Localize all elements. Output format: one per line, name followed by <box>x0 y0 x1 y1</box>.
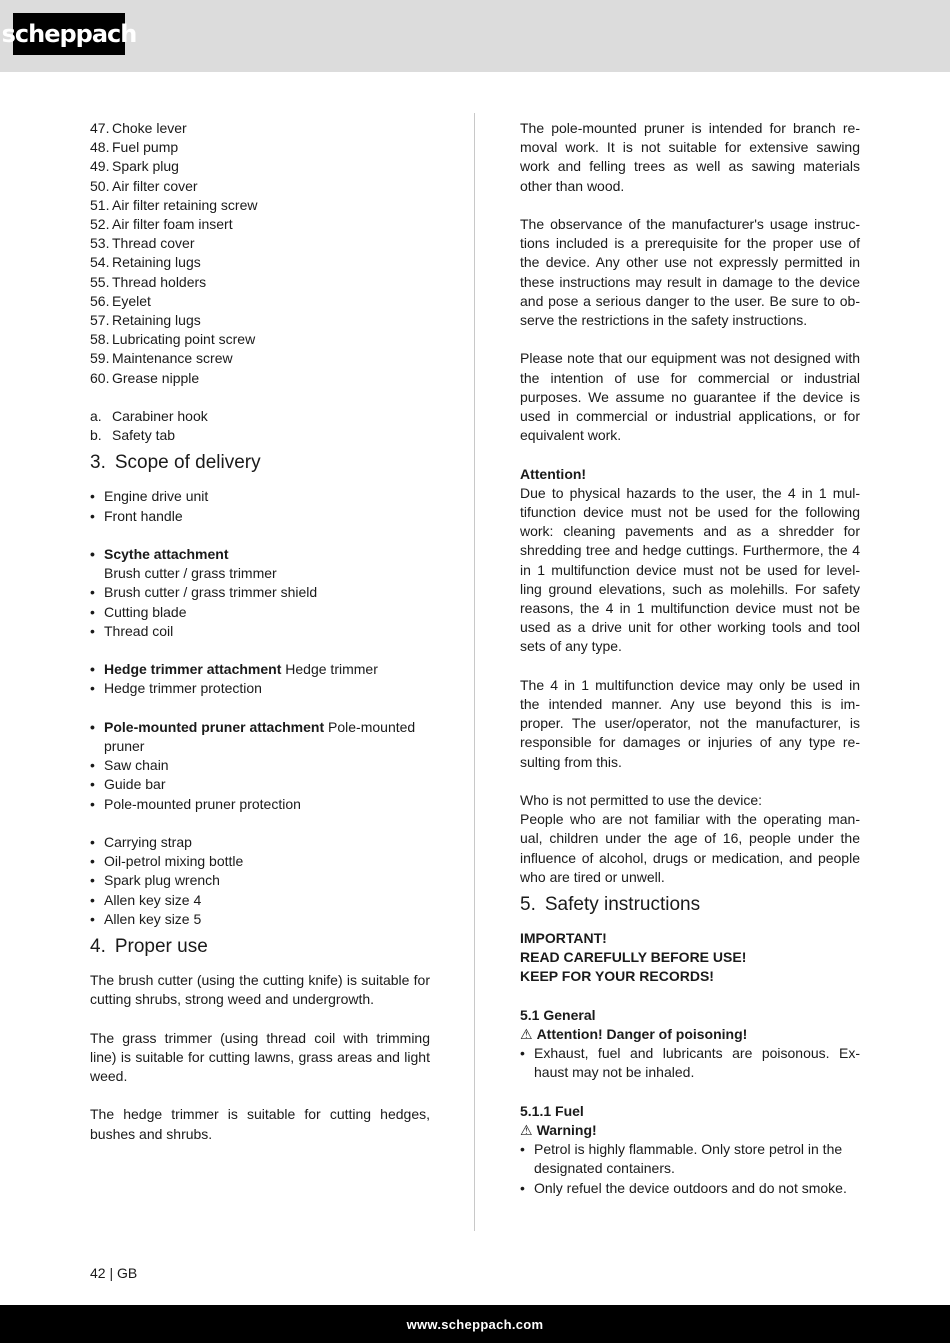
list-item <box>90 119 430 138</box>
scythe-list <box>90 545 430 641</box>
scheppach-logo: scheppach <box>13 13 125 55</box>
scope-list <box>90 487 430 525</box>
fuel-list <box>520 1140 860 1198</box>
item-label: Retaining lugs <box>112 312 201 329</box>
list-item <box>90 196 430 215</box>
list-item: • Pole-mounted pruner protection <box>90 795 430 814</box>
accessories-list <box>90 833 430 929</box>
list-item <box>90 369 430 388</box>
item-number: 49. <box>90 158 110 175</box>
important-line: KEEP FOR YOUR RECORDS! <box>520 968 714 985</box>
fuel-warning: ⚠ Warning! <box>520 1121 860 1140</box>
list-item <box>90 407 430 426</box>
list-item: • Allen key size 4 <box>90 891 430 910</box>
heading-text: Safety instructions <box>544 894 701 916</box>
list-item: • Scythe attachment Brush cutter / grass trimmer <box>90 546 277 582</box>
paragraph: The hedge trimmer is suitable for cutting hedges, bushes and shrubs. <box>90 1106 430 1142</box>
item-number: 60. <box>90 369 110 386</box>
list-item <box>90 177 430 196</box>
item-label: Air filter retaining screw <box>112 196 258 213</box>
general-subheading: 5.1 General <box>520 1006 596 1023</box>
bullet-icon: • <box>520 1045 525 1062</box>
bullet-icon: • <box>90 757 95 774</box>
important-line: READ CAREFULLY BEFORE USE! <box>520 949 747 966</box>
website-link[interactable]: www.scheppach.com <box>406 1316 544 1332</box>
item-number: b. <box>90 427 102 444</box>
list-item <box>90 215 430 234</box>
list-item: • Petrol is highly flammable. Only store petrol in the designated containers. <box>520 1141 843 1177</box>
list-item: • Hedge trimmer attachment Hedge trimmer <box>90 660 430 679</box>
header-bar <box>0 0 950 72</box>
bullet-icon: • <box>90 853 95 870</box>
paragraph: The observance of the manufacturer's usage instruc-tions included is a prerequisite for the proper use of the device. Any other use not expressly permitted in these instructions may result in damage to the device and pose a serious danger to the user. Be sure to ob-serve the restrictions in the safety instructions. <box>520 216 860 329</box>
safety-instructions-heading <box>520 887 860 929</box>
bullet-icon: • <box>90 872 95 889</box>
bullet-icon: • <box>90 834 95 851</box>
item-number: 55. <box>90 273 110 290</box>
paragraph-lead: Who is not permitted to use the device: <box>520 792 763 809</box>
item-label: Spark plug <box>112 158 179 175</box>
hedge-list <box>90 660 430 698</box>
bullet-icon: • <box>90 718 95 735</box>
list-item: • Allen key size 5 <box>90 910 430 929</box>
pruner-list <box>90 718 430 814</box>
item-label: Choke lever <box>112 120 187 136</box>
paragraph: The pole-mounted pruner is intended for branch re-moval work. It is not suitable for extensive sawing work and felling trees as well as sawing materials other than wood. <box>520 120 860 194</box>
list-item: • Cutting blade <box>90 603 430 622</box>
item-number: 57. <box>90 312 110 329</box>
list-item: • Carrying strap <box>90 833 430 852</box>
list-item <box>90 138 430 157</box>
warning-triangle-icon: ⚠ <box>520 1122 533 1139</box>
list-item <box>90 157 430 176</box>
attention-label: Attention! <box>520 465 587 482</box>
item-number: 58. <box>90 331 110 348</box>
list-item: • Exhaust, fuel and lubricants are poisonous. Ex-haust may not be inhaled. <box>520 1045 860 1081</box>
item-label: Maintenance screw <box>112 350 233 367</box>
column-divider <box>474 113 475 1231</box>
proper-use-heading <box>90 929 430 971</box>
list-item: • Hedge trimmer protection <box>90 679 430 698</box>
list-item: • Guide bar <box>90 775 430 794</box>
heading-number: 4. <box>90 936 106 958</box>
list-item: • Saw chain <box>90 756 430 775</box>
right-column <box>520 119 860 1198</box>
bullet-icon: • <box>90 584 95 601</box>
bullet-icon: • <box>90 661 95 678</box>
fuel-subheading: 5.1.1 Fuel <box>520 1102 584 1119</box>
list-item <box>90 349 430 368</box>
list-item: • Pole-mounted pruner attachment Pole-mounted pruner <box>90 718 416 755</box>
bullet-icon: • <box>90 622 95 639</box>
item-label: Thread cover <box>112 235 195 252</box>
list-item <box>90 234 430 253</box>
item-number: 47. <box>90 120 110 136</box>
parts-list <box>90 119 430 388</box>
item-number: 52. <box>90 216 110 233</box>
heading-text: Scope of delivery <box>114 452 261 474</box>
bullet-icon: • <box>90 910 95 927</box>
list-item <box>90 330 430 349</box>
page-number: 42 | GB <box>90 1265 138 1281</box>
accessory-list <box>90 407 430 445</box>
poison-warning: ⚠ Attention! Danger of poisoning! <box>520 1025 860 1044</box>
paragraph: People who are not familiar with the operating man-ual, children under the age of 16, people under the influence of alcohol, drugs or medication, and people who are tired or unwell. <box>520 811 860 885</box>
bullet-icon: • <box>90 776 95 793</box>
bullet-icon: • <box>90 891 95 908</box>
item-label: Carabiner hook <box>112 408 208 425</box>
item-label: Thread holders <box>112 273 207 290</box>
item-number: 59. <box>90 350 110 367</box>
paragraph: Please note that our equipment was not designed with the intention of use for commercial or industrial purposes. We assume no guarantee if the device is used in commercial or industrial applications, or for equivalent work. <box>520 350 860 444</box>
list-item: • Spark plug wrench <box>90 871 430 890</box>
list-item <box>90 292 430 311</box>
footer-bar <box>0 1305 950 1343</box>
list-item <box>90 311 430 330</box>
item-number: a. <box>90 408 102 425</box>
list-item: • Engine drive unit <box>90 487 430 506</box>
item-number: 56. <box>90 292 110 309</box>
item-number: 50. <box>90 177 110 194</box>
bullet-icon: • <box>90 488 95 505</box>
list-item: • Thread coil <box>90 622 430 641</box>
list-item: • Only refuel the device outdoors and do not smoke. <box>520 1179 860 1198</box>
item-label: Safety tab <box>112 427 176 444</box>
item-number: 54. <box>90 254 110 271</box>
scope-of-delivery-heading <box>90 445 430 487</box>
list-item: • Brush cutter / grass trimmer shield <box>90 583 430 602</box>
heading-number: 3. <box>90 452 106 474</box>
warning-triangle-icon: ⚠ <box>520 1026 533 1043</box>
heading-text: Proper use <box>114 936 208 958</box>
list-item <box>90 426 430 445</box>
item-label: Air filter cover <box>112 177 198 194</box>
bullet-icon: • <box>90 680 95 697</box>
item-label: Fuel pump <box>112 139 179 156</box>
bullet-icon: • <box>90 603 95 620</box>
item-label: Retaining lugs <box>112 254 201 271</box>
heading-number: 5. <box>520 894 536 916</box>
bullet-icon: • <box>520 1141 525 1158</box>
paragraph: The 4 in 1 multifunction device may only be used in the intended manner. Any use beyond this is im-proper. The user/operator, not the manufacturer, is responsible for damages or injuries of any type re-sulting from this. <box>520 676 860 770</box>
item-number: 51. <box>90 196 110 213</box>
list-item: • Front handle <box>90 507 430 526</box>
paragraph: The brush cutter (using the cutting knife) is suitable for cutting shrubs, strong weed and undergrowth. <box>90 972 430 1008</box>
bullet-icon: • <box>520 1179 525 1196</box>
list-item <box>90 273 430 292</box>
bullet-icon: • <box>90 795 95 812</box>
list-item: • Oil-petrol mixing bottle <box>90 852 430 871</box>
item-label: Air filter foam insert <box>112 216 233 233</box>
important-line: IMPORTANT! <box>520 930 607 947</box>
general-list <box>520 1044 860 1082</box>
paragraph: Due to physical hazards to the user, the 4 in 1 mul-tifunction device must not be used for the following work: cleaning pavements and as a shredder for shredding tree and hedge cuttings. Furthermore, the 4 in 1 multifunction device must not be used for level-ling ground elevations, such as molehills. For safety reasons, the 4 in 1 multifunction device must not be used as a drive unit for other working tools and tool sets of any type. <box>520 484 860 655</box>
item-label: Eyelet <box>112 292 151 309</box>
left-column <box>90 119 430 1144</box>
item-label: Lubricating point screw <box>112 331 256 348</box>
item-number: 48. <box>90 139 110 156</box>
paragraph: The grass trimmer (using thread coil with trimming line) is suitable for cutting lawns, grass areas and light weed. <box>90 1029 430 1085</box>
item-number: 53. <box>90 235 110 252</box>
list-item <box>90 253 430 272</box>
item-label: Grease nipple <box>112 369 200 386</box>
bullet-icon: • <box>90 507 95 524</box>
bullet-icon: • <box>90 546 95 563</box>
